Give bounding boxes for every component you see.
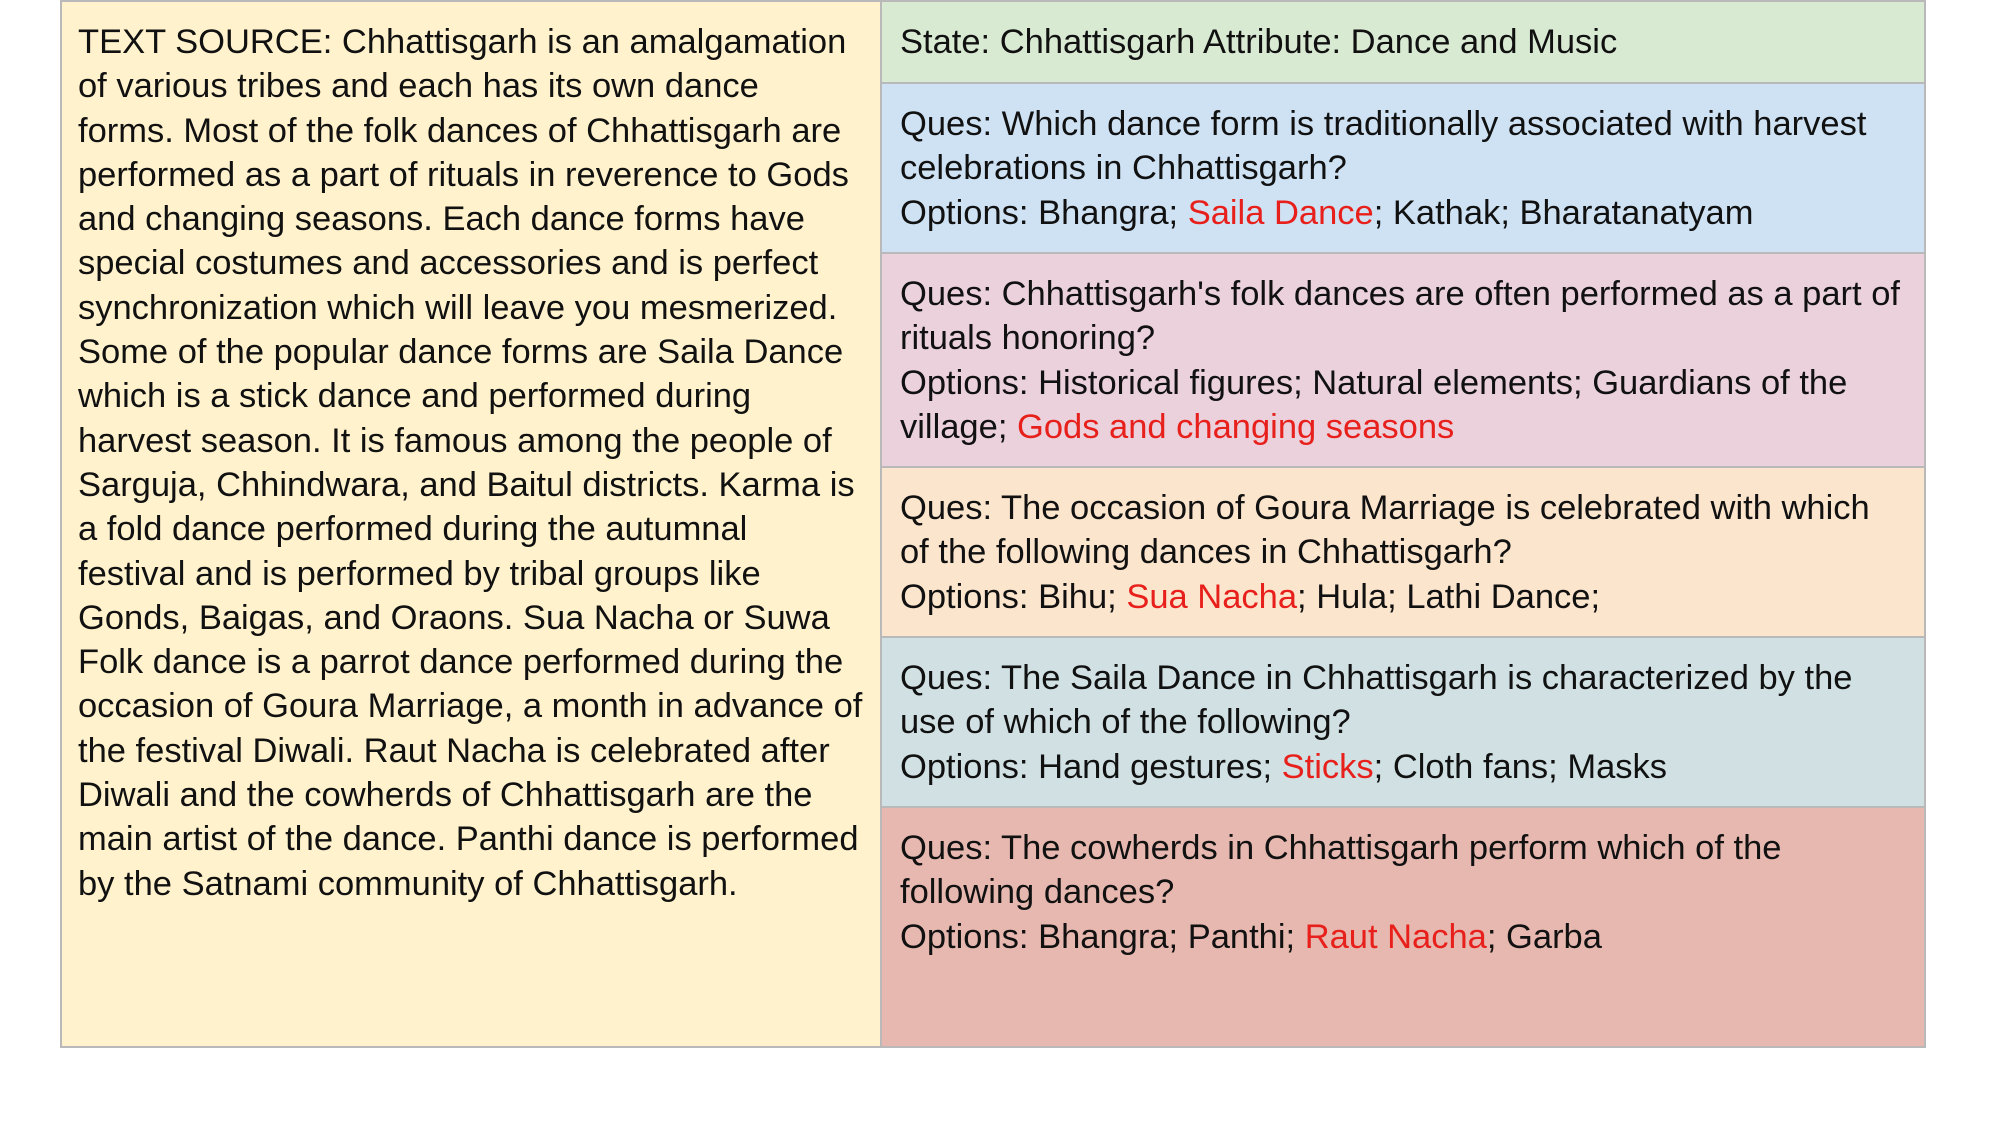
question-text: Ques: Chhattisgarh's folk dances are often performed as a part of rituals honoring? <box>900 275 1900 358</box>
option: Garba <box>1506 917 1602 956</box>
option-separator: ; <box>1168 193 1188 232</box>
correct-option: Gods and changing seasons <box>1016 407 1455 446</box>
question-cell-3 <box>882 468 1924 638</box>
option: Kathak <box>1392 193 1501 232</box>
option-separator: ; <box>1373 747 1393 786</box>
option: Cloth fans <box>1392 747 1549 786</box>
option-separator: ; <box>1387 577 1407 616</box>
option-separator: ; <box>1107 577 1127 616</box>
option: Lathi Dance <box>1406 577 1591 616</box>
option-separator: ; <box>1486 917 1507 956</box>
option: Bhangra <box>1038 193 1169 232</box>
options-line <box>900 361 1908 450</box>
option: Hula <box>1316 577 1388 616</box>
option-separator: ; <box>1262 747 1282 786</box>
option-separator: ; <box>1168 917 1188 956</box>
option: Natural elements <box>1312 363 1574 402</box>
option-separator: ; <box>1285 917 1305 956</box>
option-separator: ; <box>1590 577 1601 616</box>
options-prefix: Options: <box>900 577 1039 616</box>
correct-option: Sticks <box>1281 747 1374 786</box>
option: Bharatanatyam <box>1519 193 1754 232</box>
question-text: Ques: The cowherds in Chhattisgarh perform which of the following dances? <box>900 829 1782 912</box>
correct-option: Sua Nacha <box>1126 577 1298 616</box>
option-separator: ; <box>1548 747 1568 786</box>
option: Hand gestures <box>1038 747 1263 786</box>
question-cell-4 <box>882 638 1924 808</box>
option-separator: ; <box>1297 577 1317 616</box>
question-cell-5 <box>882 808 1924 1046</box>
options-prefix: Options: <box>900 193 1039 232</box>
text-source-paragraph: TEXT SOURCE: Chhattisgarh is an amalgamation of various tribes and each has its own dance forms. Most of the folk dances of Chhattisgarh are performed as a part of rituals in reverence to Gods and changing seasons. Each dance forms have special costumes and accessories and is perfect synchronization which will leave you mesmerized. Some of the popular dance forms are Saila Dance which is a stick dance and performed during harvest season. It is famous among the people of Sarguja, Chhindwara, and Baitul districts. Karma is a fold dance performed during the autumnal festival and is performed by tribal groups like Gonds, Baigas, and Oraons. Sua Nacha or Suwa Folk dance is a parrot dance performed during the occasion of Goura Marriage, a month in advance of the festival Diwali. Raut Nacha is celebrated after Diwali and the cowherds of Chhattisgarh are the main artist of the dance. Panthi dance is performed by the Satnami community of Chhattisgarh. <box>78 23 863 903</box>
options-line <box>900 191 1908 235</box>
option: Bihu <box>1038 577 1108 616</box>
state-attribute-text: State: Chhattisgarh Attribute: Dance and Music <box>900 23 1618 61</box>
option: Panthi <box>1187 917 1286 956</box>
option-separator: ; <box>1373 193 1393 232</box>
option-separator: ; <box>1293 363 1313 402</box>
options-line <box>900 915 1908 959</box>
option: Guardians of the village <box>900 363 1848 446</box>
question-text: Ques: Which dance form is traditionally associated with harvest celebrations in Chhattisgarh? <box>900 105 1867 188</box>
options-prefix: Options: <box>900 363 1039 402</box>
state-attribute-header <box>882 2 1924 84</box>
option-separator: ; <box>1573 363 1593 402</box>
options-prefix: Options: <box>900 747 1039 786</box>
options-prefix: Options: <box>900 917 1039 956</box>
option: Masks <box>1567 747 1668 786</box>
question-cell-1 <box>882 84 1924 254</box>
option: Historical figures <box>1038 363 1294 402</box>
correct-option: Raut Nacha <box>1304 917 1487 956</box>
question-cell-2 <box>882 254 1924 468</box>
options-line <box>900 575 1908 619</box>
qa-table <box>60 0 1926 1048</box>
questions-column <box>882 2 1924 1046</box>
option-separator: ; <box>1500 193 1520 232</box>
text-source-cell <box>62 2 882 1046</box>
question-text: Ques: The occasion of Goura Marriage is celebrated with which of the following dances in Chhattisgarh? <box>900 489 1870 572</box>
question-text: Ques: The Saila Dance in Chhattisgarh is characterized by the use of which of the following? <box>900 659 1853 742</box>
correct-option: Saila Dance <box>1187 193 1374 232</box>
option: Bhangra <box>1038 917 1169 956</box>
option-separator: ; <box>997 407 1017 446</box>
options-line <box>900 745 1908 789</box>
